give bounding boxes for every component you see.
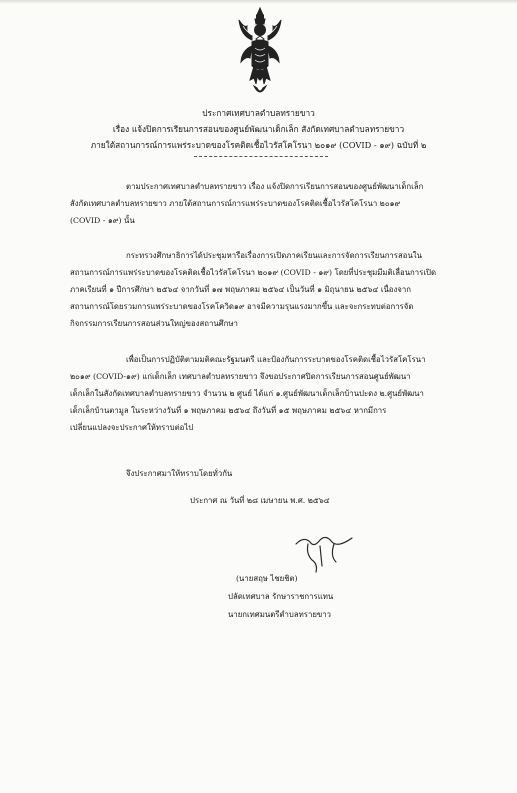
signatory-position-2: นายกเทศมนตรีตำบลทรายขาว: [228, 610, 332, 619]
closing-line: จึงประกาศมาให้ทราบโดยทั่วกัน: [126, 469, 233, 478]
paragraph-2-line: ภาคเรียนที่ ๑ ปีการศึกษา ๒๕๖๔ จากวันที่ ๑๗ พฤษภาคม ๒๕๖๔ เป็นวันที่ ๑ มิถุนายน ๒๕๖๔ เนื่องจาก: [70, 285, 411, 294]
paragraph-2: [70, 247, 460, 332]
paragraph-2-line: กิจกรรมการเรียนการสอนส่วนใหญ่ของสถานศึกษา: [70, 319, 238, 328]
header-divider: [194, 156, 328, 157]
paragraph-1-line: ตามประกาศเทศบาลตำบลทรายขาว เรื่อง แจ้งปิดการเรียนการสอนของศูนย์พัฒนาเด็กเล็ก: [126, 182, 424, 191]
paragraph-1-line: (COVID - ๑๙) นั้น: [70, 216, 135, 225]
scan-edge: [0, 0, 517, 4]
paragraph-3-line: เปลี่ยนแปลงจะประกาศให้ทราบต่อไป: [70, 423, 194, 432]
paragraph-3-line: เพื่อเป็นการปฏิบัติตามมติคณะรัฐมนตรี และป้องกันการระบาดของโรคติดเชื้อไวรัสโคโรนา: [126, 355, 426, 364]
closing-paragraph: [70, 465, 460, 482]
subject-line-2: ภายใต้สถานการณ์การแพร่ระบาดของโรคติดเชื้อไวรัสโคโรนา ๒๐๑๙ (COVID - ๑๙) ฉบับที่ ๒: [90, 140, 427, 150]
paragraph-2-line: สถานการณ์การแพร่ระบาดของโรคติดเชื้อไวรัสโคโรนา ๒๐๑๙ (COVID - ๑๙) โดยที่ประชุมมีมติเลื่อนการเปิด: [70, 268, 437, 277]
signatory-block: [228, 570, 333, 624]
paragraph-1-line: สังกัดเทศบาลตำบลทรายขาว ภายใต้สถานการณ์การแพร่ระบาดของโรคติดเชื้อไวรัสโคโรนา ๒๐๑๙: [70, 199, 401, 208]
paragraph-3-line: เด็กเล็กในสังกัดเทศบาลตำบลทรายขาว จำนวน ๒ ศูนย์ ได้แก่ ๑.ศูนย์พัฒนาเด็กเล็กบ้านปะดง ๒.ศูนย์พัฒนา: [70, 389, 424, 398]
paragraph-2-line: กระทรวงศึกษาธิการได้ประชุมหารือเรื่องการเปิดภาคเรียนและการจัดการเรียนการสอนใน: [126, 251, 422, 260]
announcement-title: ประกาศเทศบาลตำบลทรายขาว: [202, 108, 315, 118]
paragraph-3-line: เด็กเล็กบ้านตามูล ในระหว่างวันที่ ๑ พฤษภาคม ๒๕๖๔ ถึงวันที่ ๑๕ พฤษภาคม ๒๕๖๔ หากมีการ: [70, 406, 387, 415]
subject-line-1: เรื่อง แจ้งปิดการเรียนการสอนของศูนย์พัฒนาเด็กเล็ก สังกัดเทศบาลตำบลทรายขาว: [112, 124, 405, 134]
paragraph-1: [70, 178, 460, 229]
garuda-emblem-icon: [238, 6, 282, 100]
announced-date: ประกาศ ณ วันที่ ๒๘ เมษายน พ.ศ. ๒๕๖๔: [190, 496, 330, 505]
paragraph-3: [70, 351, 460, 436]
paragraph-2-line: สถานการณ์โดยรวมการแพร่ระบาดของโรคโควิด๑๙ อาจมีความรุนแรงมากขึ้น และจะกระทบต่อการจัด: [70, 302, 414, 311]
signatory-position-1: ปลัดเทศบาล รักษาราชการแทน: [228, 592, 334, 601]
paragraph-3-line: ๒๐๑๙ (COVID-๑๙) แก่เด็กเล็ก เทศบาลตำบลทรายขาว จึงขอประกาศปิดการเรียนการสอนศูนย์พัฒนา: [70, 372, 411, 381]
signatory-name: (นายสฤษ ไชยชิต): [236, 574, 298, 583]
